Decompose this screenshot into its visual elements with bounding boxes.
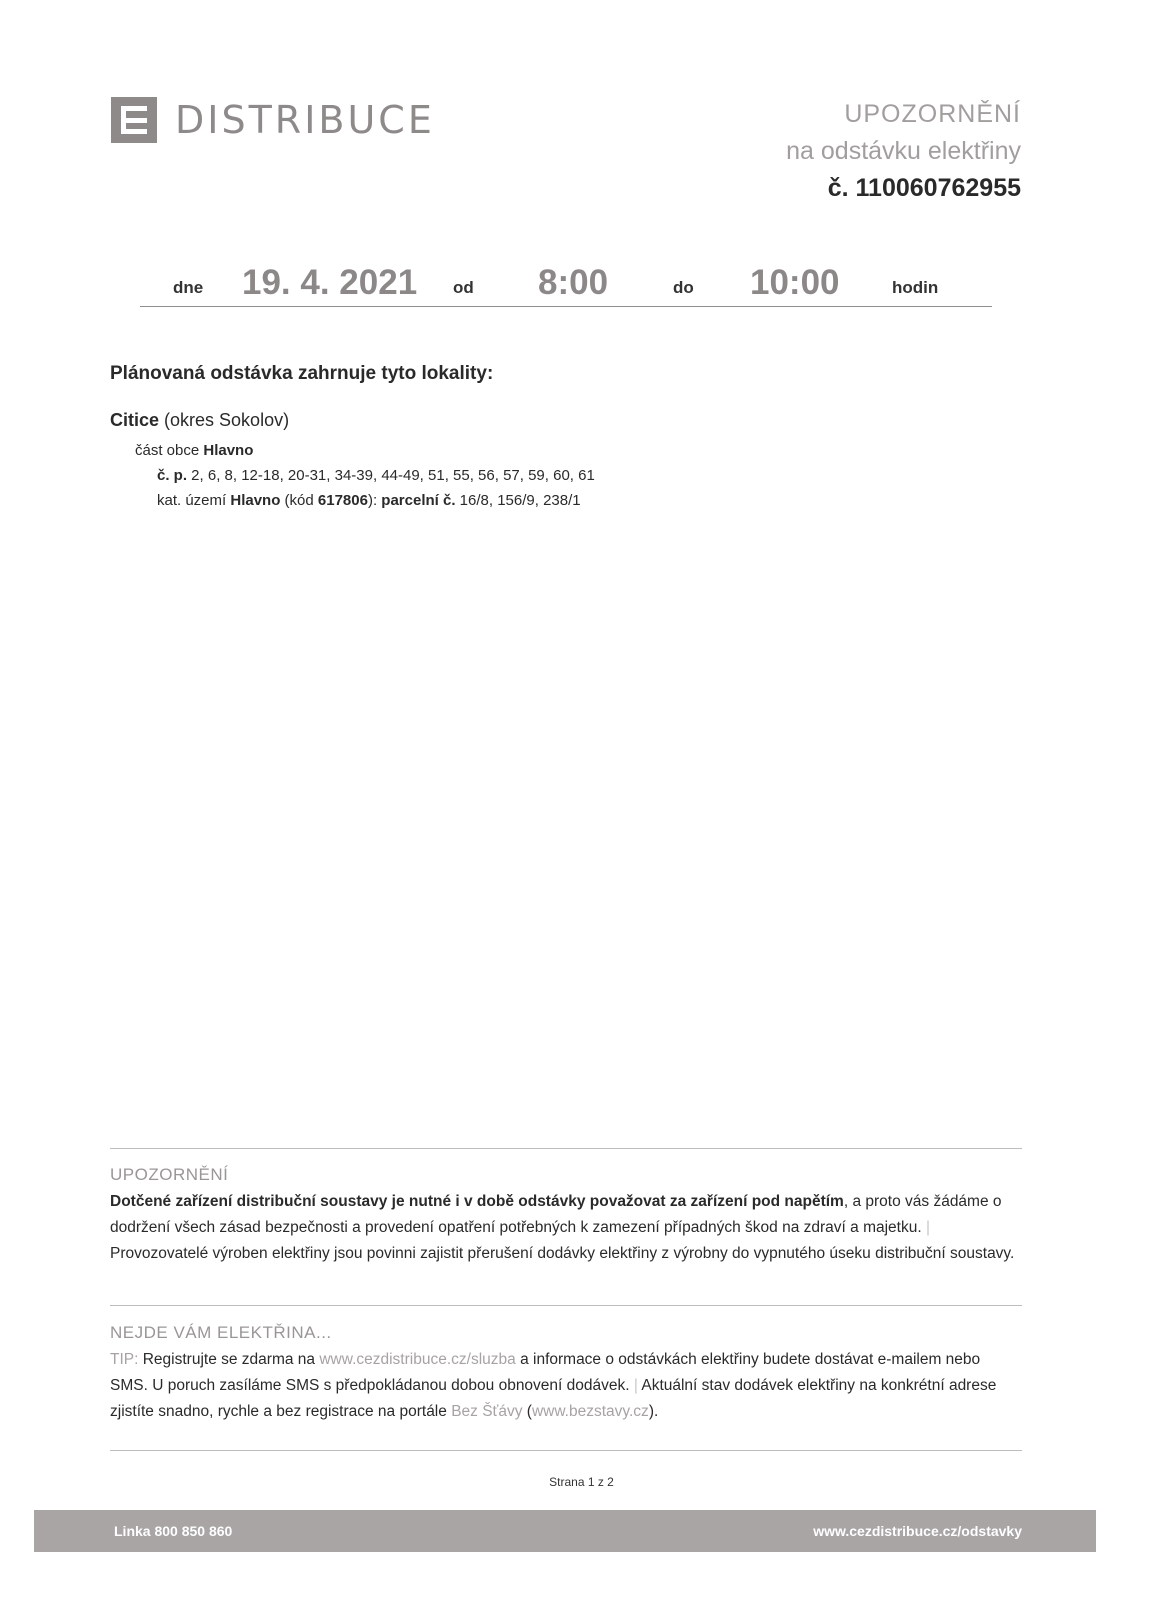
warning-bold: Dotčené zařízení distribuční soustavy je nutné i v době odstávky považovat za zařízení pod napětím [110,1193,844,1210]
info-text3: Aktuální stav dodávek elektřiny na konkrétní adrese zjistíte snadno, rychle a bez registrace na portále [110,1377,997,1420]
locality-title: Plánovaná odstávka zahrnuje tyto lokality: [110,363,494,384]
warning-rest: , a proto vás žádáme o dodržení všech zásad bezpečnosti a provedení opatření potřebných k zamezení případných škod na zdraví a majetku. [110,1193,1002,1236]
page-number: Strana 1 z 2 [549,1475,614,1489]
outage-to-time: 10:00 [750,263,840,302]
info-text1: Registrujte se zdarma na [138,1351,320,1368]
dne-label: dne [173,278,204,297]
info-text5: ). [648,1403,659,1420]
separator: | [633,1377,638,1394]
locality-kat-line [157,492,581,509]
warning-text [110,1189,1022,1267]
divider [110,1450,1022,1451]
parcel-values: 16/8, 156/9, 238/1 [455,492,581,509]
do-label: do [673,278,694,297]
info-title: NEJDE VÁM ELEKTŘINA... [110,1323,332,1342]
cp-label: č. p. [157,467,188,484]
info-text2: a informace o odstávkách elektřiny budete dostávat e-mailem nebo SMS. U poruch zasíláme SMS s předpokládanou dobou obnovení dodávek. [110,1351,981,1394]
kod-open: (kód [280,492,318,509]
notice-number: č. 110060762955 [827,174,1021,202]
warning-title: UPOZORNĚNÍ [110,1165,229,1184]
footer-hotline: Linka 800 850 860 [114,1523,233,1539]
logo-mark-icon [111,97,157,143]
city-name: Citice [110,410,160,430]
part-label: část obce [135,442,204,459]
info-text [110,1347,1022,1425]
logo [111,97,435,143]
hodin-label: hodin [892,278,939,297]
kat-label: kat. území [157,492,231,509]
od-label: od [453,278,474,297]
kod-close: ): [367,492,382,509]
district: (okres Sokolov) [159,410,290,430]
heading-title: UPOZORNĚNÍ [844,100,1021,128]
divider [110,1148,1022,1149]
footer-url-link[interactable]: www.cezdistribuce.cz/odstavky [813,1523,1022,1539]
bezstavy-url-link[interactable]: www.bezstavy.cz [531,1403,649,1420]
tip-label: TIP: [110,1351,139,1368]
footer-bar [34,1510,1096,1552]
heading-subtitle: na odstávku elektřiny [786,137,1021,165]
kod-value: 617806 [317,492,368,509]
part-name: Hlavno [203,442,254,459]
outage-from-time: 8:00 [538,263,609,302]
cp-values: 2, 6, 8, 12-18, 20-31, 34-39, 44-49, 51, 55, 56, 57, 59, 60, 61 [187,467,595,484]
locality-cp-line [157,467,595,484]
sluzba-link[interactable]: www.cezdistribuce.cz/sluzba [319,1351,516,1368]
locality-city-line [110,410,289,431]
parcel-label: parcelní č. [381,492,456,509]
outage-dateline [140,256,992,307]
kat-name: Hlavno [230,492,281,509]
logo-text: DISTRIBUCE [175,98,435,142]
bez-stavy-link[interactable]: Bez Šťávy [451,1403,523,1420]
separator: | [925,1219,930,1236]
locality-part-line [135,442,253,459]
divider [110,1305,1022,1306]
notice-heading [786,95,1021,207]
info-text4: ( [522,1403,532,1420]
outage-date: 19. 4. 2021 [242,263,418,302]
warning-rest2: Provozovatelé výroben elektřiny jsou povinni zajistit přerušení dodávky elektřiny z výrobny do vypnutého úseku distribuční soustavy. [110,1245,1015,1262]
